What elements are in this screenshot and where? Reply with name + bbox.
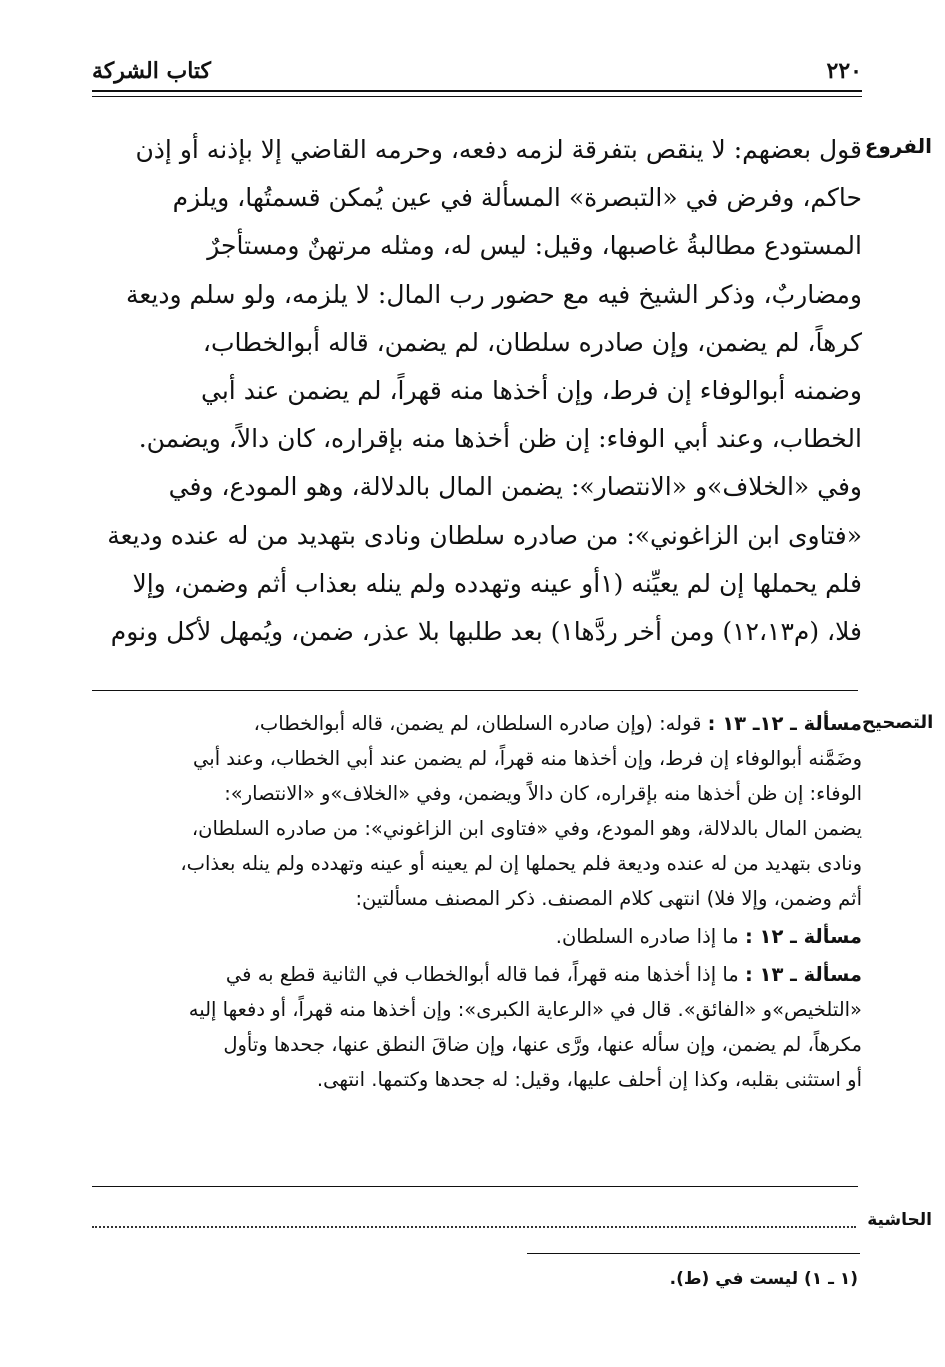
main-text (92, 126, 862, 656)
correction-line: ونادى بتهديد من له عنده وديعة فلم يحملها إن لم يعينه أو عينه وتهدده ولم ينله بعذاب، (180, 852, 862, 875)
main-line: وفي «الخلاف»و «الانتصار»: يضمن المال بالدلالة، وهو المودع، وفي (168, 472, 862, 502)
section-divider-top (92, 690, 858, 691)
correction-line (92, 957, 862, 992)
correction-line-text: قوله: (وإن صادره السلطان، لم يضمن، قاله أبوالخطاب، (253, 712, 702, 735)
correction-line-text: ما إذا أخذها منه قهراً، فما قاله أبوالخطاب في الثانية قطع به في (225, 963, 739, 986)
footnote: (١ ـ ١) ليست في (ط). (669, 1269, 858, 1289)
main-line: الخطاب، وعند أبي الوفاء: إن ظن أخذها منه بإقراره، كان دالاً، ويضمن. (138, 424, 862, 454)
main-line: كرهاً، لم يضمن، وإن صادره سلطان، لم يضمن، قاله أبوالخطاب، (202, 327, 862, 357)
issue-heading-12-13: مسألة ـ ١٢ـ ١٣ : (707, 712, 862, 735)
correction-line (92, 919, 862, 954)
correction-line (92, 706, 862, 741)
page-header (92, 50, 862, 92)
correction-line: أثم وضمن، وإلا فلا) انتهى كلام المصنف. ذكر المصنف مسألتين: (355, 887, 862, 910)
correction-line-text: ما إذا صادره السلطان. (555, 925, 739, 948)
label-furu: الفروع (864, 134, 932, 158)
main-line: فلم يحملها إن لم يعيِّنه (١أو عينه وتهدده ولم ينله بعذاب أثم وضمن، وإلا (132, 568, 862, 598)
correction-text (92, 706, 862, 1097)
issue-heading-12: مسألة ـ ١٢ : (744, 925, 862, 948)
correction-line: مكرهاً، لم يضمن، وإن سأله عنها، ورَّى عنها، وإن ضاقَ النطق عنها، جحدها وتأول (223, 1033, 862, 1056)
correction-line: أو استثنى بقلبه، وكذا إن أحلف عليها، وقيل: له جحدها وكتمها. انتهى. (316, 1068, 862, 1091)
correction-line: وضَمَّنه أبوالوفاء إن فرط، وإن أخذها منه قهراً، لم يضمن عند أبي الخطاب، وعند أبي (193, 747, 862, 770)
correction-line: يضمن المال بالدلالة، وهو المودع، وفي «فتاوى ابن الزاغوني»: من صادره السلطان، (191, 817, 862, 840)
book-title: كتاب الشركة (92, 58, 212, 84)
main-line: حاكم، وفرض في «التبصرة» المسألة في عين يُمكن قسمتُها، ويلزم (172, 183, 862, 213)
label-tashih: التصحيح (862, 712, 934, 733)
footnote-rule (527, 1253, 860, 1254)
main-line: فلا، (م١٢،١٣) ومن أخر ردَّها١) بعد طلبها بلا عذر، ضمن، ويُمهل لأكل ونوم (110, 617, 862, 647)
correction-line: الوفاء: إن ظن أخذها منه بإقراره، كان دالاً ويضمن، وفي «الخلاف»و «الانتصار»: (224, 782, 862, 805)
page-number: ٢٢٠ (826, 58, 862, 84)
main-line: المستودع مطالبةُ غاصبها، وقيل: ليس له، ومثله مرتهنٌ ومستأجرٌ (207, 231, 862, 261)
header-rule-thin (92, 96, 862, 97)
header-rule-thick (92, 90, 862, 92)
hashiya-dotted-line (92, 1212, 856, 1228)
main-line: «فتاوى ابن الزاغوني»: من صادره سلطان ونادى بتهديد من له عنده وديعة (107, 520, 862, 550)
correction-line: «التلخيص»و «الفائق». قال في «الرعاية الكبرى»: وإن أخذها منه قهراً، أو دفعها إليه (188, 998, 862, 1021)
issue-heading-13: مسألة ـ ١٣ : (744, 963, 862, 986)
main-line: ومضاربٌ، وذكر الشيخ فيه مع حضور رب المال: لا يلزمه، ولو سلم وديعة (125, 279, 862, 309)
section-divider-bottom (92, 1186, 858, 1187)
label-hashiya: الحاشية (867, 1210, 932, 1230)
main-line: وضمنه أبوالوفاء إن فرط، وإن أخذها منه قهراً، لم يضمن عند أبي (201, 376, 862, 406)
main-line: قول بعضهم: لا ينقص بتفرقة لزمه دفعه، وحرمه القاضي إلا بإذنه أو إذن (135, 135, 862, 164)
